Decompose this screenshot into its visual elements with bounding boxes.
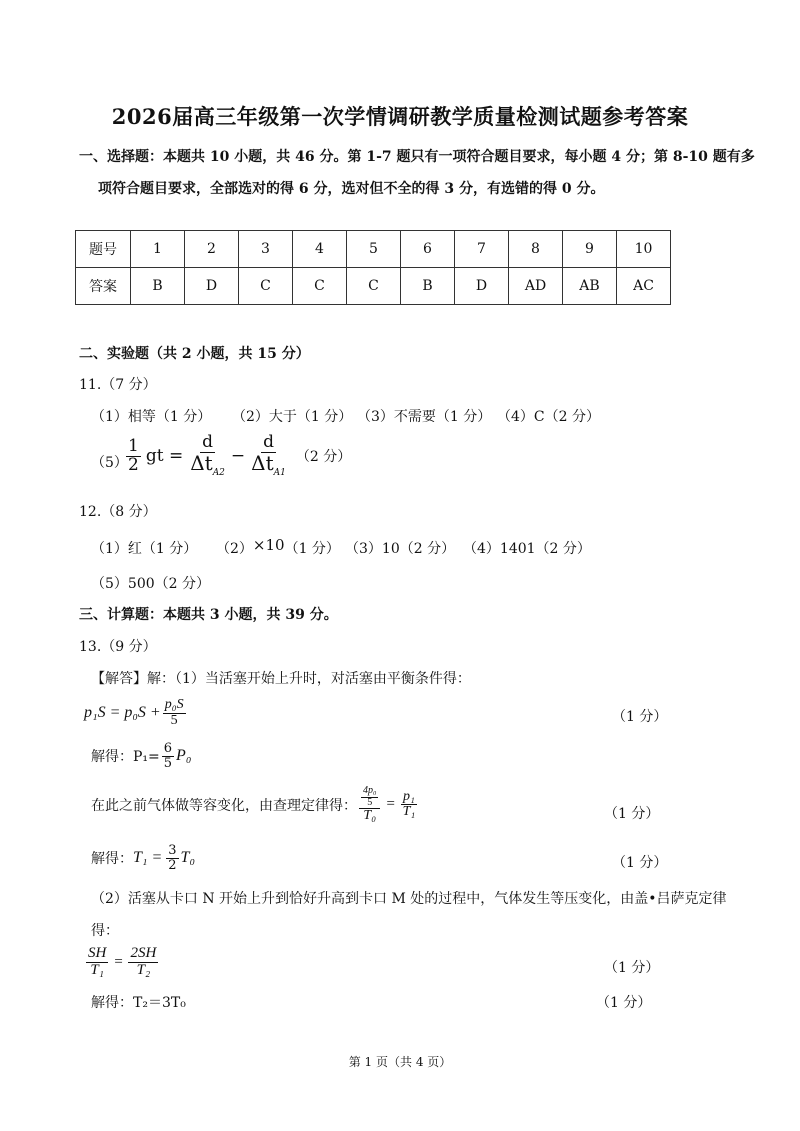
- sol2-text: 解得：: [91, 851, 133, 868]
- table-cell: 6: [401, 231, 455, 268]
- table-cell: D: [185, 268, 239, 305]
- q12-item2-label: （2）: [216, 541, 253, 557]
- q11-formula: [124, 434, 351, 478]
- eq3-score: （1 分）: [604, 960, 660, 976]
- q11-item5-score: （2 分）: [295, 449, 352, 466]
- table-cell: D: [455, 268, 509, 305]
- table-cell: 5: [347, 231, 401, 268]
- minus-sign: −: [230, 446, 246, 467]
- table-cell: AB: [563, 268, 617, 305]
- table-row-answers: [76, 268, 671, 305]
- q13-head: 13.（9 分）: [79, 639, 157, 655]
- table-cell: B: [401, 268, 455, 305]
- delta-t-a2: [188, 450, 227, 478]
- table-cell: AD: [509, 268, 563, 305]
- table-cell: 2: [185, 231, 239, 268]
- table-cell: 8: [509, 231, 563, 268]
- q12-item4: （4）1401（2 分）: [463, 541, 591, 557]
- q11-item3: （3）不需要（1 分）: [357, 409, 492, 425]
- sol1-denominator: 5: [163, 755, 173, 771]
- q12-item2-score: （1 分）: [284, 541, 340, 557]
- q12-item3: （3）10（2 分）: [345, 541, 456, 557]
- sol1-text: 解得：P₁=: [91, 749, 160, 766]
- eq3-left-denominator: T₁: [90, 961, 104, 978]
- sol2-numerator: 3: [168, 843, 177, 858]
- sol3-score: （1 分）: [596, 995, 652, 1011]
- eq2-right-fraction: [401, 790, 418, 820]
- sol2-denominator: 2: [168, 857, 177, 873]
- delta-t: Δt: [190, 450, 213, 475]
- answer-table: [75, 230, 671, 305]
- delta-t: Δt: [251, 450, 274, 475]
- section1-line1: 一、选择题：本题共 10 小题，共 46 分。第 1-7 题只有一项符合题目要求，每小题 4 分；第 8-10 题有多: [79, 149, 755, 165]
- eq1: [84, 698, 188, 728]
- d-over-t2: [188, 434, 227, 478]
- table-cell: 9: [563, 231, 617, 268]
- eq1-fraction: [163, 698, 186, 728]
- eq3-left-fraction: [86, 946, 108, 979]
- eq2-inner-fraction: [359, 786, 380, 809]
- table-cell: C: [293, 268, 347, 305]
- eq3-equals: =: [113, 953, 124, 970]
- q11-item1: （1）相等（1 分）: [91, 409, 212, 425]
- table-header-cell: 题号: [76, 231, 131, 268]
- eq2-left-denominator: T₀: [363, 808, 377, 823]
- eq3-left-numerator: SH: [88, 945, 107, 961]
- table-cell: B: [131, 268, 185, 305]
- table-row-numbers: [76, 231, 671, 268]
- sol1-var: P₀: [176, 747, 192, 765]
- part2-line1: （2）活塞从卡口 N 开始上升到恰好升高到卡口 M 处的过程中，气体发生等压变化，由盖•吕萨克定律: [91, 891, 727, 907]
- q11-head: 11.（7 分）: [79, 377, 157, 393]
- eq3-right-numerator: 2SH: [130, 945, 157, 961]
- half-denominator: 2: [128, 454, 139, 475]
- d-numerator: d: [263, 432, 274, 452]
- sub-a1: A1: [273, 467, 286, 478]
- q12-multiplier: ×10: [252, 536, 285, 554]
- table-cell: 10: [617, 231, 671, 268]
- q12-head: 12.（8 分）: [79, 504, 157, 520]
- q11-item5-label: （5）: [91, 455, 128, 471]
- eq2-right-denominator: T₁: [402, 804, 416, 820]
- eq3-right-denominator: T₂: [136, 961, 151, 978]
- q12-item2: [216, 538, 340, 558]
- sol1: [91, 742, 191, 770]
- section2-heading: 二、实验题（共 2 小题，共 15 分）: [79, 346, 310, 362]
- eq2-equals: =: [385, 796, 396, 813]
- eq2-right-numerator: p₁: [403, 788, 415, 804]
- part2-line2: 得：: [91, 923, 119, 939]
- sol2-score: （1 分）: [612, 855, 668, 871]
- delta-t-a1: [249, 450, 288, 478]
- sol2: [91, 844, 195, 872]
- q12-item5: （5）500（2 分）: [91, 576, 210, 592]
- sol3: 解得：T₂＝3T₀: [91, 995, 186, 1011]
- half-fraction: [126, 435, 141, 475]
- section3-heading: 三、计算题：本题共 3 小题，共 39 分。: [79, 607, 338, 623]
- table-cell: 4: [293, 231, 347, 268]
- document-title: 2026届高三年级第一次学情调研教学质量检测试题参考答案: [111, 104, 689, 129]
- eq2-inner-denominator: 5: [367, 796, 373, 808]
- q12-item1: （1）红（1 分）: [91, 541, 198, 557]
- table-cell: 3: [239, 231, 293, 268]
- sol1-numerator: 6: [163, 741, 173, 756]
- sol2-var: T₀: [180, 849, 196, 867]
- section1-line2: 项符合题目要求，全部选对的得 6 分，选对但不全的得 3 分，有选错的得 0 分。: [98, 181, 605, 197]
- d-numerator: d: [202, 432, 213, 452]
- table-header-cell: 答案: [76, 268, 131, 305]
- eq3: [84, 946, 160, 979]
- table-cell: 1: [131, 231, 185, 268]
- eq1-score: （1 分）: [612, 709, 668, 725]
- eq1-lhs: p₁S = p₀S +: [84, 704, 161, 722]
- d-over-t1: [249, 434, 288, 478]
- eq1-numerator: p₀S: [164, 697, 184, 712]
- eq2-left-fraction: [359, 786, 380, 824]
- sub-a2: A2: [212, 467, 225, 478]
- eq2-text: 在此之前气体做等容变化，由查理定律得：: [91, 797, 357, 814]
- eq2-inner-numerator: 4p₀: [363, 785, 377, 796]
- table-cell: 7: [455, 231, 509, 268]
- eq2-score: （1 分）: [604, 806, 660, 822]
- q13-intro: 【解答】解：（1）当活塞开始上升时，对活塞由平衡条件得：: [91, 671, 471, 687]
- table-cell: AC: [617, 268, 671, 305]
- table-cell: C: [347, 268, 401, 305]
- gt-term: gt =: [145, 446, 184, 467]
- eq1-denominator: 5: [170, 712, 178, 728]
- eq3-right-fraction: [128, 946, 158, 979]
- sol2-lhs: T₁ =: [133, 849, 163, 867]
- page-number: 第 1 页（共 4 页）: [348, 1055, 452, 1069]
- eq2: [91, 786, 419, 824]
- q11-item4: （4）C（2 分）: [497, 409, 600, 425]
- half-numerator: 1: [128, 435, 139, 456]
- table-cell: C: [239, 268, 293, 305]
- q11-item2: （2）大于（1 分）: [232, 409, 353, 425]
- sol2-fraction: [166, 844, 178, 872]
- sol1-fraction: [162, 742, 174, 770]
